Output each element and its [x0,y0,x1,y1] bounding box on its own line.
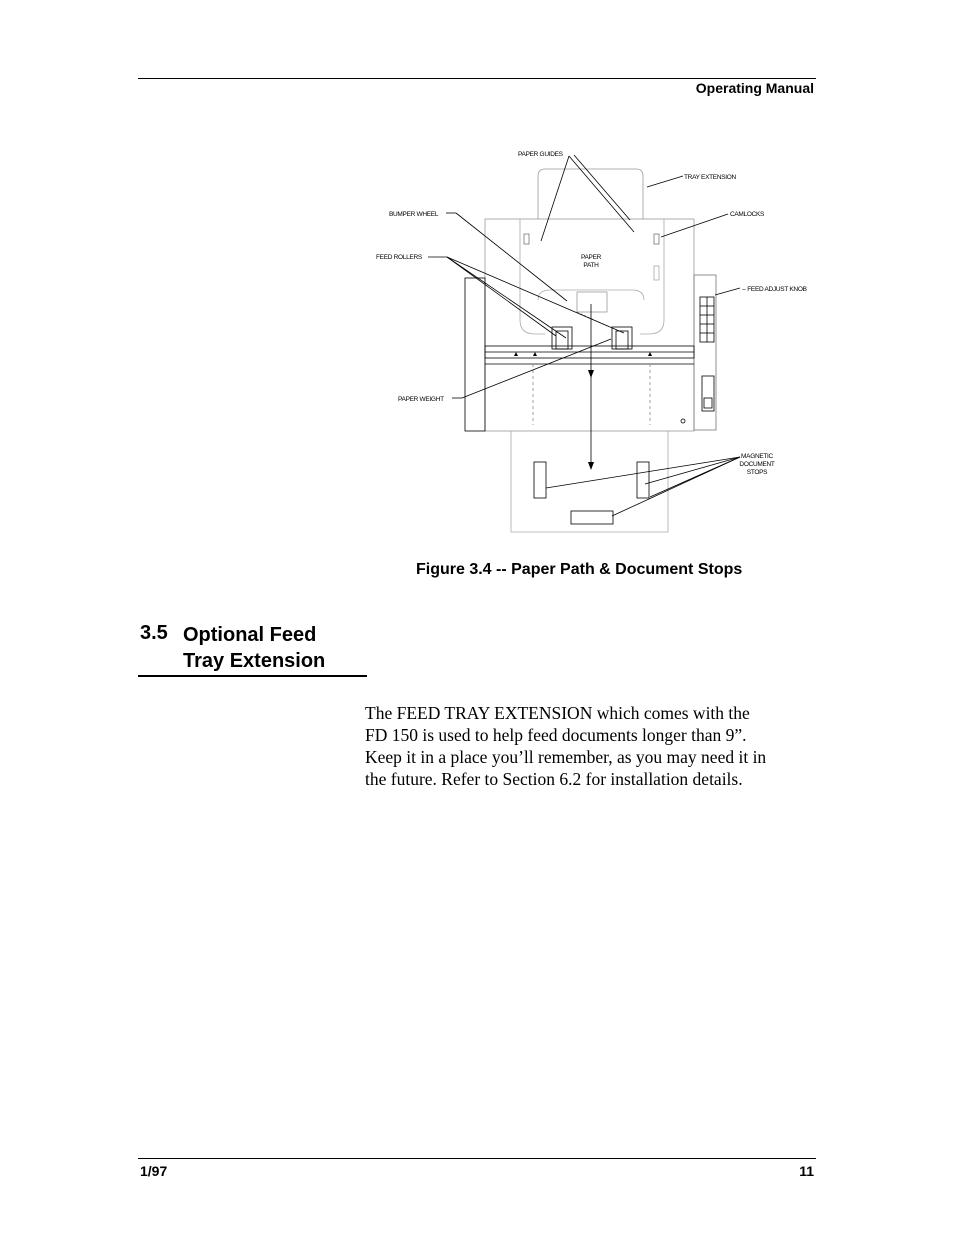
body-line: Keep it in a place you’ll remember, as you may need it in [365,747,767,767]
label-magnetic-line3: STOPS [746,469,768,476]
page-number: 11 [799,1163,814,1179]
body-line: the future. Refer to Section 6.2 for installation details. [365,769,743,789]
paper-path-diagram [360,130,830,540]
label-feed-adjust-knob: -- FEED ADJUST KNOB [742,286,807,293]
section-number: 3.5 [140,622,168,644]
section-title-line1: Optional Feed [183,624,317,646]
section-rule [138,675,367,677]
label-feed-rollers: FEED ROLLERS [376,254,422,261]
label-paper-path-line1: PAPER [580,254,602,261]
body-paragraph [365,702,805,790]
header-rule [138,78,816,79]
section-title-line2: Tray Extension [183,650,326,672]
footer-rule [138,1158,816,1159]
label-paper-path-line2: PATH [583,262,599,269]
label-bumper-wheel: BUMPER WHEEL [389,211,439,218]
label-paper-guides: PAPER GUIDES [518,151,563,158]
label-paper-weight: PAPER WEIGHT [398,396,444,403]
label-tray-extension: TRAY EXTENSION [684,174,736,181]
body-line: FD 150 is used to help feed documents longer than 9”. [365,725,747,745]
label-magnetic-line2: DOCUMENT [739,461,775,468]
figure-caption: Figure 3.4 -- Paper Path & Document Stops [416,561,743,578]
footer-date: 1/97 [140,1163,168,1179]
label-magnetic-line1: MAGNETIC [741,453,773,460]
label-camlocks: CAMLOCKS [730,211,765,218]
section-title [183,622,325,674]
header-title: Operating Manual [695,80,814,96]
body-line: The FEED TRAY EXTENSION which comes with the [365,703,750,723]
